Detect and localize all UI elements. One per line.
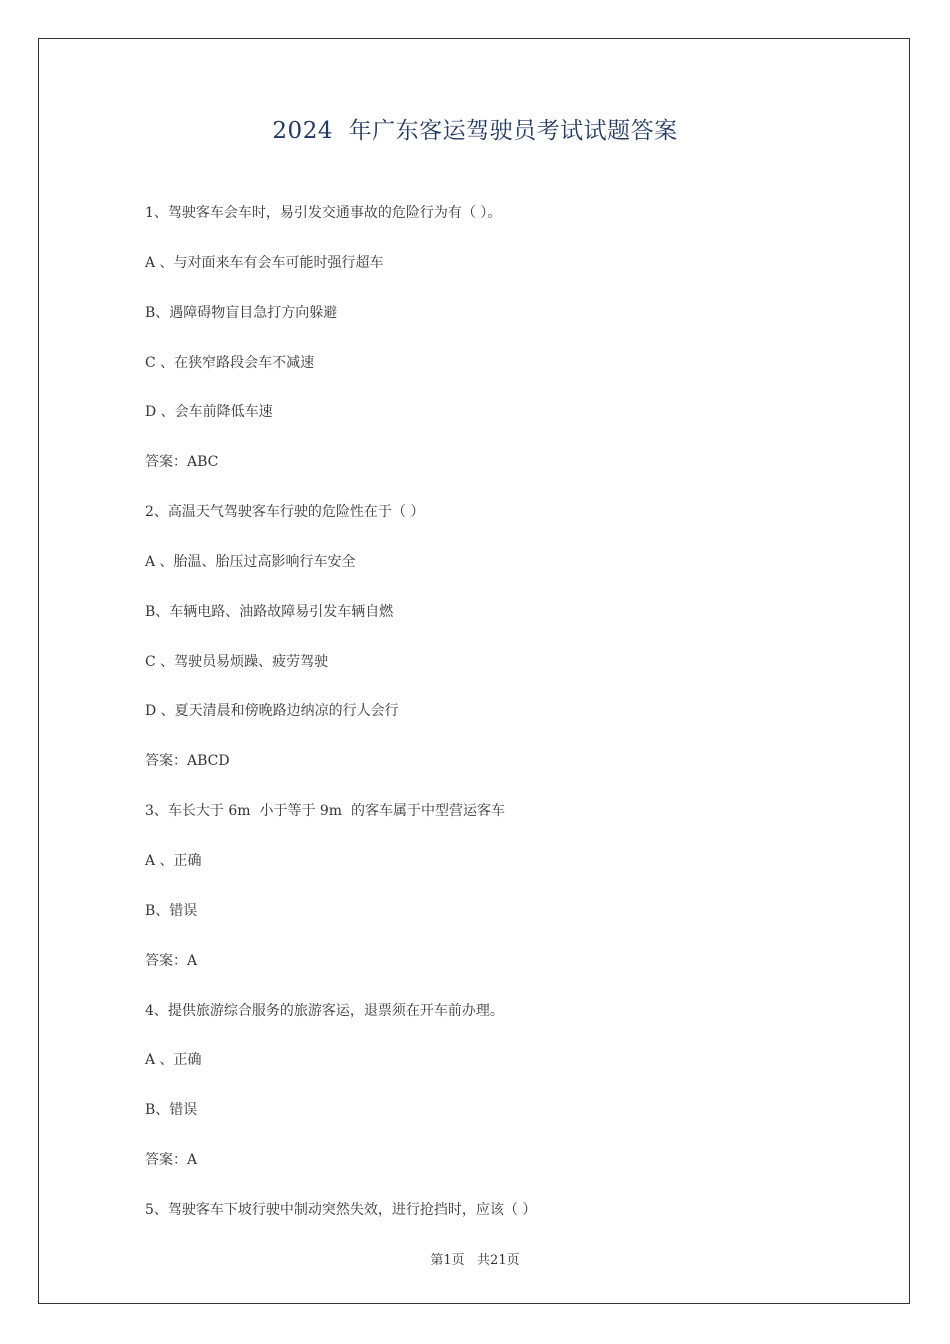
option-line: C 、驾驶员易烦躁、疲劳驾驶 — [145, 653, 329, 670]
answer-line: 答案：A — [145, 952, 198, 969]
option-line: B、错误 — [145, 902, 198, 919]
question-line: 4、提供旅游综合服务的旅游客运，退票须在开车前办理。 — [145, 1002, 504, 1019]
option-line: C 、在狭窄路段会车不减速 — [145, 354, 315, 371]
question-line: 1、驾驶客车会车时，易引发交通事故的危险行为有（ ）。 — [145, 205, 502, 221]
answer-line: 答案：ABC — [145, 454, 219, 471]
option-line: A 、与对面来车有会车可能时强行超车 — [145, 254, 384, 271]
question-line: 3、车长大于 6m 小于等于 9m 的客车属于中型营运客车 — [145, 803, 505, 820]
option-line: B、错误 — [145, 1102, 198, 1119]
document-title: 2024 年广东客运驾驶员考试试题答案 — [272, 118, 678, 144]
option-line: D 、会车前降低车速 — [145, 404, 273, 421]
option-line: A 、正确 — [145, 852, 202, 869]
question-line: 5、驾驶客车下坡行驶中制动突然失效，进行抢挡时，应该（ ） — [145, 1201, 537, 1218]
answer-line: 答案：A — [145, 1152, 198, 1169]
option-line: D 、夏天清晨和傍晚路边纳凉的行人会行 — [145, 703, 399, 720]
answer-line: 答案：ABCD — [145, 753, 230, 770]
option-line: B、车辆电路、油路故障易引发车辆自燃 — [145, 603, 394, 620]
question-list — [145, 203, 865, 1250]
option-line: A 、正确 — [145, 1052, 202, 1069]
option-line: B、遇障碍物盲目急打方向躲避 — [145, 304, 338, 321]
page-footer: 第1页 共21页 — [430, 1253, 520, 1268]
option-line: A 、胎温、胎压过高影响行车安全 — [145, 553, 356, 570]
question-line: 2、高温天气驾驶客车行驶的危险性在于（ ） — [145, 504, 425, 521]
